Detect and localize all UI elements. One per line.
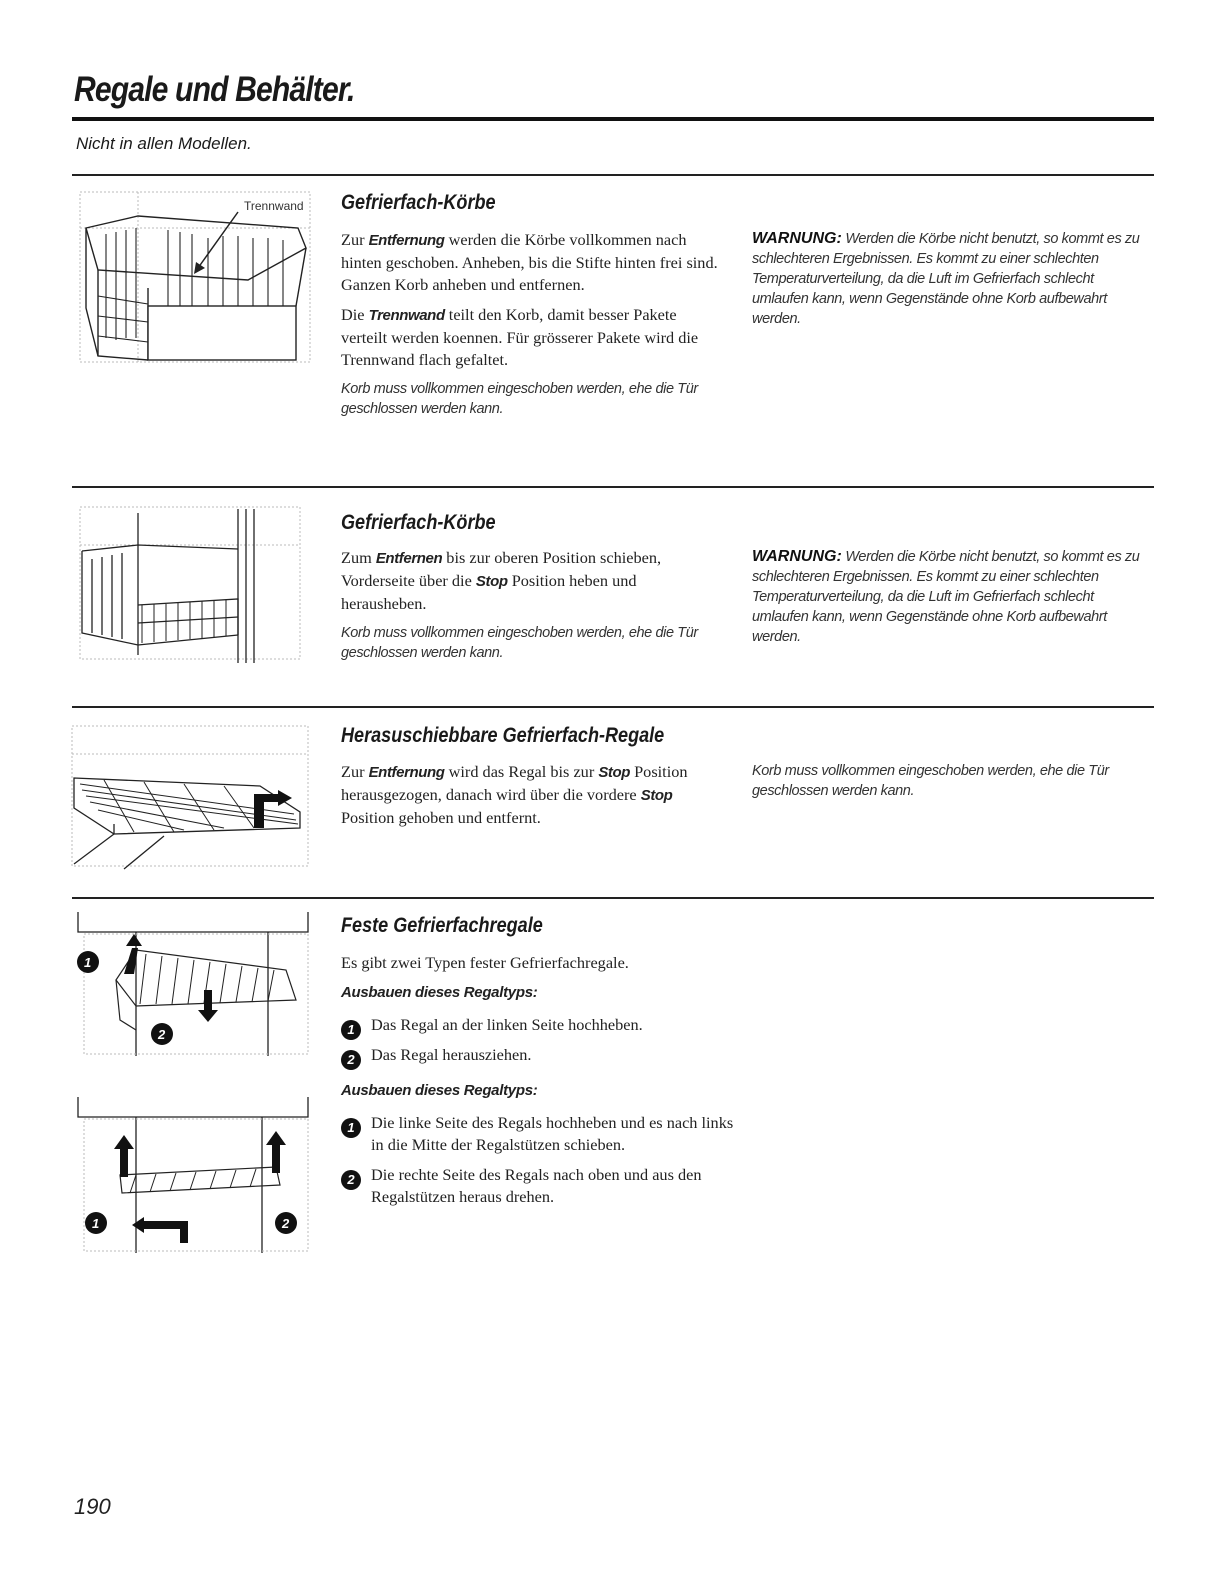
step-1-badge-icon: 1	[341, 1020, 361, 1040]
step-item: 1 Das Regal an der linken Seite hochheben.	[341, 1014, 736, 1036]
title-rule	[72, 117, 1154, 121]
page-title: Regale und Behälter.	[74, 70, 355, 109]
note: Korb muss vollkommen eingeschoben werden, ehe die Tür geschlossen werden kann.	[341, 625, 698, 661]
step-item: 1 Die linke Seite des Regals hochheben und es nach links in die Mitte der Regalstützen schieben.	[341, 1112, 736, 1156]
warning-text: WARNUNG: Werden die Körbe nicht benutzt, so kommt es zu schlechteren Ergebnissen. Es kommt zu einer schlechten Temperaturverteilung, da die Luft im Gefrierfach schlecht umlaufen kann, wenn Gegenstände ohne Korb aufbewahrt werden.	[752, 548, 1140, 645]
section-heading: Feste Gefrierfachregale	[341, 914, 543, 937]
section-body: Zum Entfernen bis zur oberen Position schieben, Vorderseite über die Stop Position heben und herausheben. Korb muss vollkommen eingeschoben werden, ehe die Tür geschlossen werden kann.	[341, 547, 725, 671]
section-heading: Gefrierfach-Körbe	[341, 191, 496, 214]
type1-subheading: Ausbauen dieses Regaltyps:	[341, 984, 538, 1001]
step-1-badge-icon: 1	[341, 1118, 361, 1138]
note: Korb muss vollkommen eingeschoben werden, ehe die Tür geschlossen werden kann.	[341, 381, 698, 417]
step-item: 2 Das Regal herausziehen.	[341, 1044, 736, 1066]
step-2-badge-icon	[151, 1023, 173, 1045]
trennwand-callout: Trennwand	[244, 199, 304, 213]
section-divider	[72, 486, 1154, 488]
section-body	[341, 952, 736, 1216]
section-body: Zur Entfernung wird das Regal bis zur Stop Position herausgezogen, danach wird über die vordere Stop Position gehoben und entfernt.	[341, 762, 688, 827]
step-item: 2 Die rechte Seite des Regals nach oben und aus den Regalstützen heraus drehen.	[341, 1164, 736, 1208]
section-divider	[72, 706, 1154, 708]
step-2-badge-icon: 2	[341, 1170, 361, 1190]
page-number: 190	[74, 1494, 111, 1519]
fixed-shelf-type1-illustration	[76, 910, 316, 1060]
step-2-badge-icon: 2	[341, 1050, 361, 1070]
step-1-badge-icon	[77, 951, 99, 973]
intro-text: Es gibt zwei Typen fester Gefrierfachregale.	[341, 953, 629, 972]
svg-text:2: 2	[158, 1027, 166, 1042]
svg-text:1: 1	[84, 955, 92, 970]
freezer-drawer-basket-illustration	[78, 505, 308, 665]
page-subtitle: Nicht in allen Modellen.	[76, 134, 252, 153]
section-divider	[72, 897, 1154, 899]
svg-text:1: 1	[92, 1216, 100, 1231]
section-heading: Gefrierfach-Körbe	[341, 511, 496, 534]
warning-text: WARNUNG: Werden die Körbe nicht benutzt, so kommt es zu schlechteren Ergebnissen. Es kommt zu einer schlechten Temperaturverteilung, da die Luft im Gefrierfach schlecht umlaufen kann, wenn Gegenstände ohne Korb aufbewahrt werden.	[752, 230, 1140, 327]
svg-text:2: 2	[282, 1216, 290, 1231]
side-note: Korb muss vollkommen eingeschoben werden, ehe die Tür geschlossen werden kann.	[752, 763, 1109, 799]
section-heading: Herasuschiebbare Gefrierfach-Regale	[341, 724, 665, 747]
section-body: Zur Entfernung werden die Körbe vollkommen nach hinten geschoben. Anheben, bis die Stifte hinten frei sind. Ganzen Korb anheben und entfernen. Die Trennwand teilt den Korb, damit besser Pakete verteilt werden koennen. Für grösserer Pakete wird die Trennwand flach gefaltet. Korb muss vollkommen eingeschoben werden, ehe die Tür geschlossen werden kann.	[341, 229, 725, 427]
fixed-shelf-type2-illustration	[76, 1095, 316, 1255]
slide-out-shelf-illustration	[64, 724, 314, 874]
step-1-badge-icon	[85, 1212, 107, 1234]
type2-subheading: Ausbauen dieses Regaltyps:	[341, 1082, 538, 1099]
freezer-basket-illustration	[78, 188, 318, 373]
step-2-badge-icon	[275, 1212, 297, 1234]
section-divider	[72, 174, 1154, 176]
